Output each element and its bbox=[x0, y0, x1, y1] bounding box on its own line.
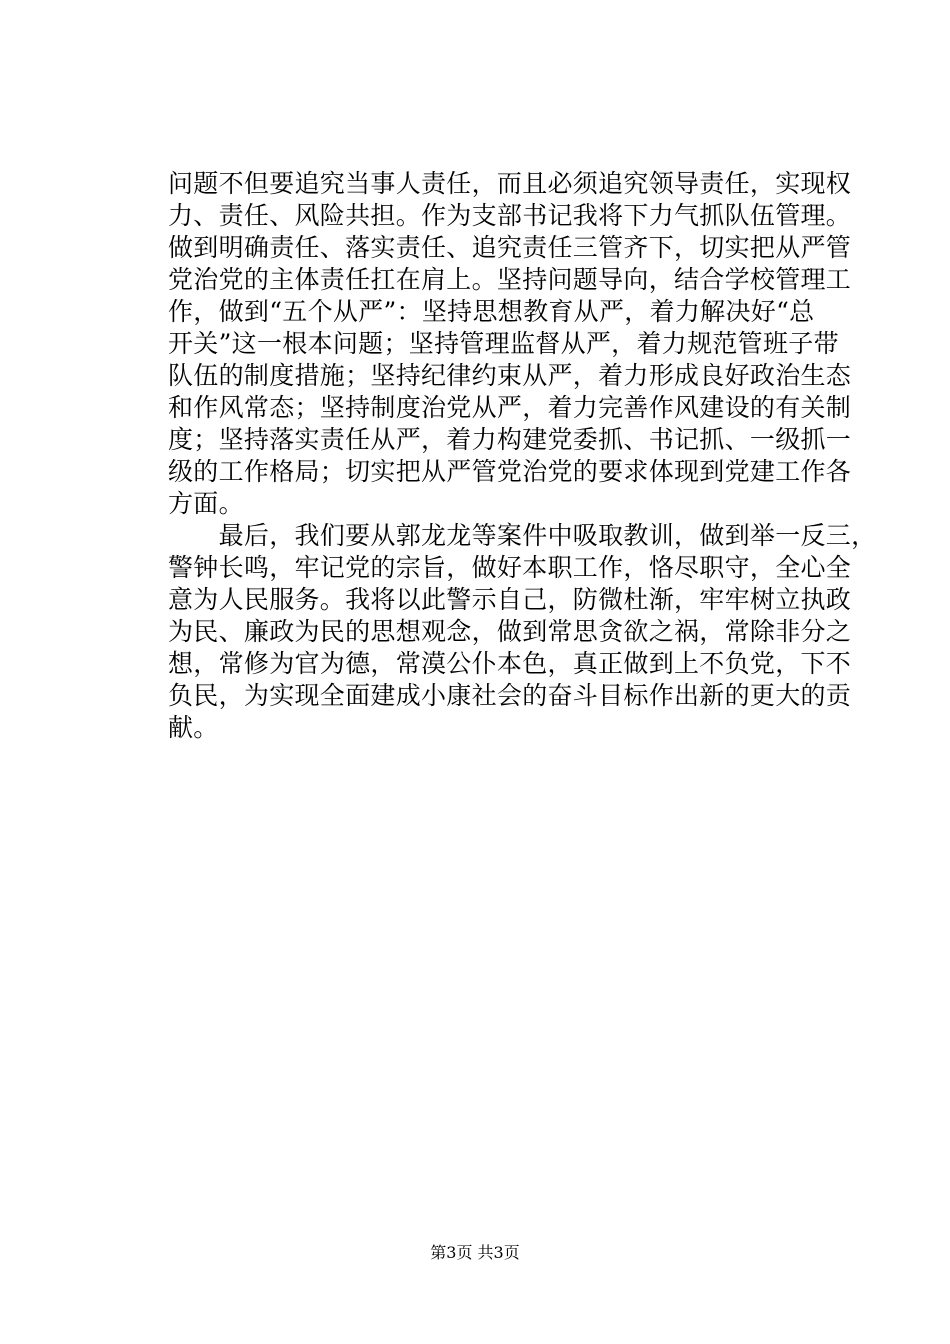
text-line: 警钟长鸣，牢记党的宗旨，做好本职工作，恪尽职守，全心全 bbox=[168, 553, 852, 582]
text-line: 和作风常态；坚持制度治党从严，着力完善作风建设的有关制 bbox=[168, 393, 852, 422]
text-line: 力、责任、风险共担。作为支部书记我将下力气抓队伍管理。 bbox=[168, 201, 852, 230]
text-line: 献。 bbox=[168, 713, 219, 742]
text-line: 方面。 bbox=[168, 489, 244, 518]
text-line: 做到明确责任、落实责任、追究责任三管齐下，切实把从严管 bbox=[168, 233, 852, 262]
text-line: 问题不但要追究当事人责任，而且必须追究领导责任，实现权 bbox=[168, 169, 852, 198]
text-line: 党治党的主体责任扛在肩上。坚持问题导向，结合学校管理工 bbox=[168, 265, 852, 294]
page-number-footer: 第3页 共3页 bbox=[430, 1243, 520, 1262]
text-line: 开关”这一根本问题；坚持管理监督从严，着力规范管班子带 bbox=[168, 329, 839, 358]
text-line: 意为人民服务。我将以此警示自己，防微杜渐，牢牢树立执政 bbox=[168, 585, 852, 614]
text-line: 负民，为实现全面建成小康社会的奋斗目标作出新的更大的贡 bbox=[168, 681, 852, 710]
text-line: 队伍的制度措施；坚持纪律约束从严，着力形成良好政治生态 bbox=[168, 361, 852, 390]
text-line: 度；坚持落实责任从严，着力构建党委抓、书记抓、一级抓一 bbox=[168, 425, 852, 454]
paragraph-first-line: 最后，我们要从郭龙龙等案件中吸取教训，做到举一反三， bbox=[168, 521, 877, 550]
text-line: 级的工作格局；切实把从严管党治党的要求体现到党建工作各 bbox=[168, 457, 852, 486]
text-line: 为民、廉政为民的思想观念，做到常思贪欲之祸，常除非分之 bbox=[168, 617, 852, 646]
text-line: 想，常修为官为德，常漠公仆本色，真正做到上不负党，下不 bbox=[168, 649, 852, 678]
text-line: 作，做到“五个从严”：坚持思想教育从严，着力解决好“总 bbox=[168, 297, 815, 326]
